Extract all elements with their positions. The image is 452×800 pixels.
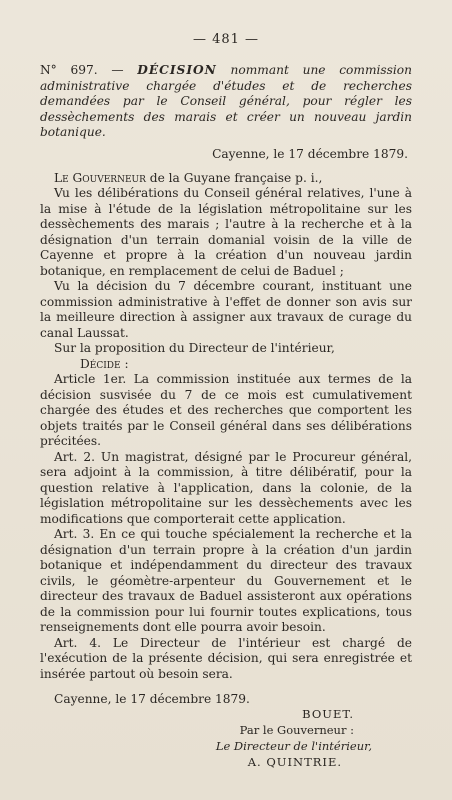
governor-line [40, 171, 412, 187]
governor-prefix: Le Gouverneur [54, 170, 146, 185]
signature-name: BOUET. [302, 707, 354, 722]
article-4: Art. 4. Le Directeur de l'intérieur est chargé de l'exécution de la présente décision, qui sera enregistrée et insérée partout où besoin sera. [40, 635, 412, 681]
decide-label: Décide : [80, 356, 129, 371]
article-2: Art. 2. Un magistrat, désigné par le Procureur général, sera adjoint à la commission, à titre délibératif, pour la question relative à l'application, dans la colonie, de la législation métropolitaine sur les dessèchements avec les modifications que comporterait cette application. [40, 449, 412, 526]
signature-par: Par le Gouverneur : [239, 723, 354, 738]
page-number: — 481 — [192, 32, 260, 47]
paragraph-proposition: Sur la proposition du Directeur de l'intérieur, [54, 341, 335, 356]
decision-number: N° 697. — [40, 63, 124, 77]
signature-date: Cayenne, le 17 décembre 1879. [54, 692, 250, 707]
signature-signer: A. QUINTRIE. [247, 755, 342, 770]
decision-heading [40, 63, 412, 141]
article-1: Article 1er. La commission instituée aux termes de la décision susvisée du 7 de ce mois est cumulativement chargée des études et des recherches que comportent les objets traités par le Conseil général dans ses délibérations précitées. [40, 372, 412, 449]
dateline: Cayenne, le 17 décembre 1879. [212, 146, 408, 161]
signature-role: Le Directeur de l'intérieur, [215, 739, 372, 754]
governor-suffix: de la Guyane française p. i., [149, 170, 323, 185]
paragraph-vu-1: Vu les délibérations du Conseil général relatives, l'une à la mise à l'étude de la législation métropolitaine sur les dessèchements des marais ; l'autre à la recherche et à la désignation d'un terrain domanial voisin de la ville de Cayenne et propre à la création d'un nouveau jardin botanique, en remplacement de celui de Baduel ; [40, 186, 412, 278]
decision-title: nommant une commission administrative chargée d'études et de recherches demandées par le Conseil général, pour régler les dessèchements des marais et créer un nouveau jardin botanique. [40, 63, 412, 140]
paragraph-vu-2: Vu la décision du 7 décembre courant, instituant une commission administrative à l'effet de donner son avis sur la meilleure direction à assigner aux travaux de curage du canal Laussat. [40, 279, 412, 340]
article-3: Art. 3. En ce qui touche spécialement la recherche et la désignation d'un terrain propre à la création d'un jardin botanique et indépendamment du directeur des travaux civils, le géomètre-arpenteur du Gouvernement et le directeur des travaux de Baduel assisteront aux opérations de la commission pour lui fournir toutes explications, tous renseignements dont elle pourra avoir besoin. [40, 527, 412, 635]
signature-block [40, 706, 412, 770]
decision-word: DÉCISION [137, 63, 217, 77]
